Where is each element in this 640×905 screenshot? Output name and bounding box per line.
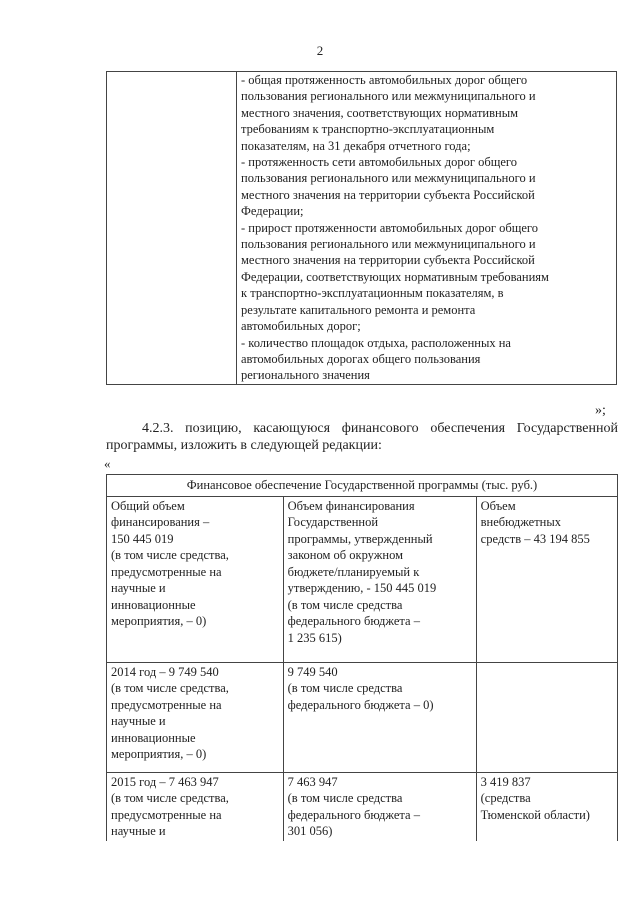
text-line: автомобильных дорогах общего пользования (241, 351, 481, 366)
text-line: финансирования – (111, 515, 210, 529)
summary-extra-cell (476, 496, 617, 662)
text-line: (средства (480, 791, 531, 805)
indicators-label-cell (107, 72, 237, 385)
financing-row-2014 (107, 662, 618, 772)
text-line: 7 463 947 (287, 774, 338, 789)
text-line: показателям, на 31 декабря отчетного года; (241, 138, 471, 153)
text-line: инновационные (111, 597, 196, 612)
text-line: внебюджетных (480, 515, 562, 529)
text-line: - прирост протяженности автомобильных дорог общего (241, 220, 538, 235)
text-line: регионального значения (241, 368, 370, 383)
text-line: Общий объем (111, 498, 185, 513)
text-line: Объем финансирования (287, 498, 415, 513)
year-2015-budget-cell (283, 772, 476, 841)
text-line: инновационные (111, 730, 196, 745)
text-line: 2014 год – 9 749 540 (111, 664, 219, 679)
financing-summary-row (107, 496, 618, 662)
text-line: (в том числе средства, (111, 681, 229, 695)
indicator-item-network-length (241, 154, 610, 220)
closing-quote: »; (595, 403, 606, 418)
text-line: пользования регионального или межмуниципального и (241, 171, 536, 186)
text-line: законом об окружном (287, 548, 404, 562)
text-line: Федерации, соответствующих нормативным требованиям (241, 269, 549, 284)
text-line: пользования регионального или межмуниципального и (241, 89, 536, 104)
text-line: предусмотренные на (111, 697, 222, 712)
text-line: 2015 год – 7 463 947 (111, 774, 219, 789)
text-line: местного значения на территории субъекта Российской (241, 187, 535, 202)
indicators-row (107, 72, 617, 385)
text-line: Государственной (287, 515, 379, 529)
text-line: мероприятия, – 0) (111, 747, 207, 761)
page-number: 2 (316, 43, 324, 58)
text-line: Тюменской области) (480, 807, 590, 822)
text-line: утверждению, - 150 445 019 (287, 581, 437, 595)
year-2014-budget-cell (283, 662, 476, 772)
text-line: федерального бюджета – (287, 807, 420, 822)
text-line: 301 056) (287, 824, 333, 838)
text-line: (в том числе средства (287, 791, 403, 805)
year-2014-total-cell (107, 662, 284, 772)
text-line: федерального бюджета – 0) (287, 697, 434, 712)
text-line: научные и (111, 581, 166, 595)
text-line: автомобильных дорог; (241, 319, 361, 334)
text-line: - общая протяженность автомобильных дорог общего (241, 73, 528, 87)
text-line: (в том числе средства, (111, 791, 229, 805)
text-line: Федерации; (241, 204, 304, 219)
indicator-item-length-growth (241, 220, 610, 335)
amendment-text: 4.2.3. позицию, касающуюся финансового обеспечения Государственной программы, изложить в следующей редакции: (106, 421, 618, 453)
summary-total-cell (107, 496, 284, 662)
text-line: мероприятия, – 0) (111, 614, 207, 628)
text-line: 3 419 837 (480, 774, 531, 789)
text-line: местного значения на территории субъекта Российской (241, 253, 535, 268)
text-line: пользования регионального или межмуниципального и (241, 237, 536, 252)
indicator-item-road-length (241, 72, 610, 154)
financing-header: Финансовое обеспечение Государственной программы (тыс. руб.) (107, 475, 618, 497)
text-line: бюджете/планируемый к (287, 564, 420, 579)
text-line: требованиям к транспортно-эксплуатационным (241, 122, 495, 137)
indicators-table (106, 71, 617, 385)
indicators-list-cell (237, 72, 617, 385)
text-line: (в том числе средства, (111, 548, 229, 562)
text-line: к транспортно-эксплуатационным показателям, в (241, 286, 504, 301)
text-line: (в том числе средства (287, 597, 403, 612)
text-line: результате капитального ремонта и ремонта (241, 302, 476, 317)
summary-budget-cell (283, 496, 476, 662)
text-line: 9 749 540 (287, 664, 338, 679)
text-line: Объем (480, 498, 516, 513)
text-line: научные и (111, 824, 166, 838)
amendment-paragraph (106, 421, 618, 454)
year-2015-total-cell (107, 772, 284, 841)
text-line: предусмотренные на (111, 564, 222, 579)
financing-row-2015 (107, 772, 618, 841)
opening-quote: « (104, 456, 111, 471)
text-line: - протяженность сети автомобильных дорог общего (241, 155, 517, 170)
financing-table (106, 474, 618, 841)
indicator-item-rest-areas (241, 335, 610, 384)
year-2014-extra-cell (476, 662, 617, 772)
text-line: 150 445 019 (111, 531, 174, 546)
text-line: (в том числе средства (287, 681, 403, 695)
year-2015-extra-cell (476, 772, 617, 841)
text-line: 1 235 615) (287, 630, 342, 645)
text-line: научные и (111, 714, 166, 728)
text-line: предусмотренные на (111, 807, 222, 822)
text-line: - количество площадок отдыха, расположенных на (241, 335, 511, 350)
text-line: федерального бюджета – (287, 614, 420, 628)
text-line: программы, утвержденный (287, 531, 433, 546)
financing-header-row (107, 475, 618, 497)
text-line: средств – 43 194 855 (480, 531, 590, 546)
text-line: местного значения, соответствующих нормативным (241, 105, 519, 120)
